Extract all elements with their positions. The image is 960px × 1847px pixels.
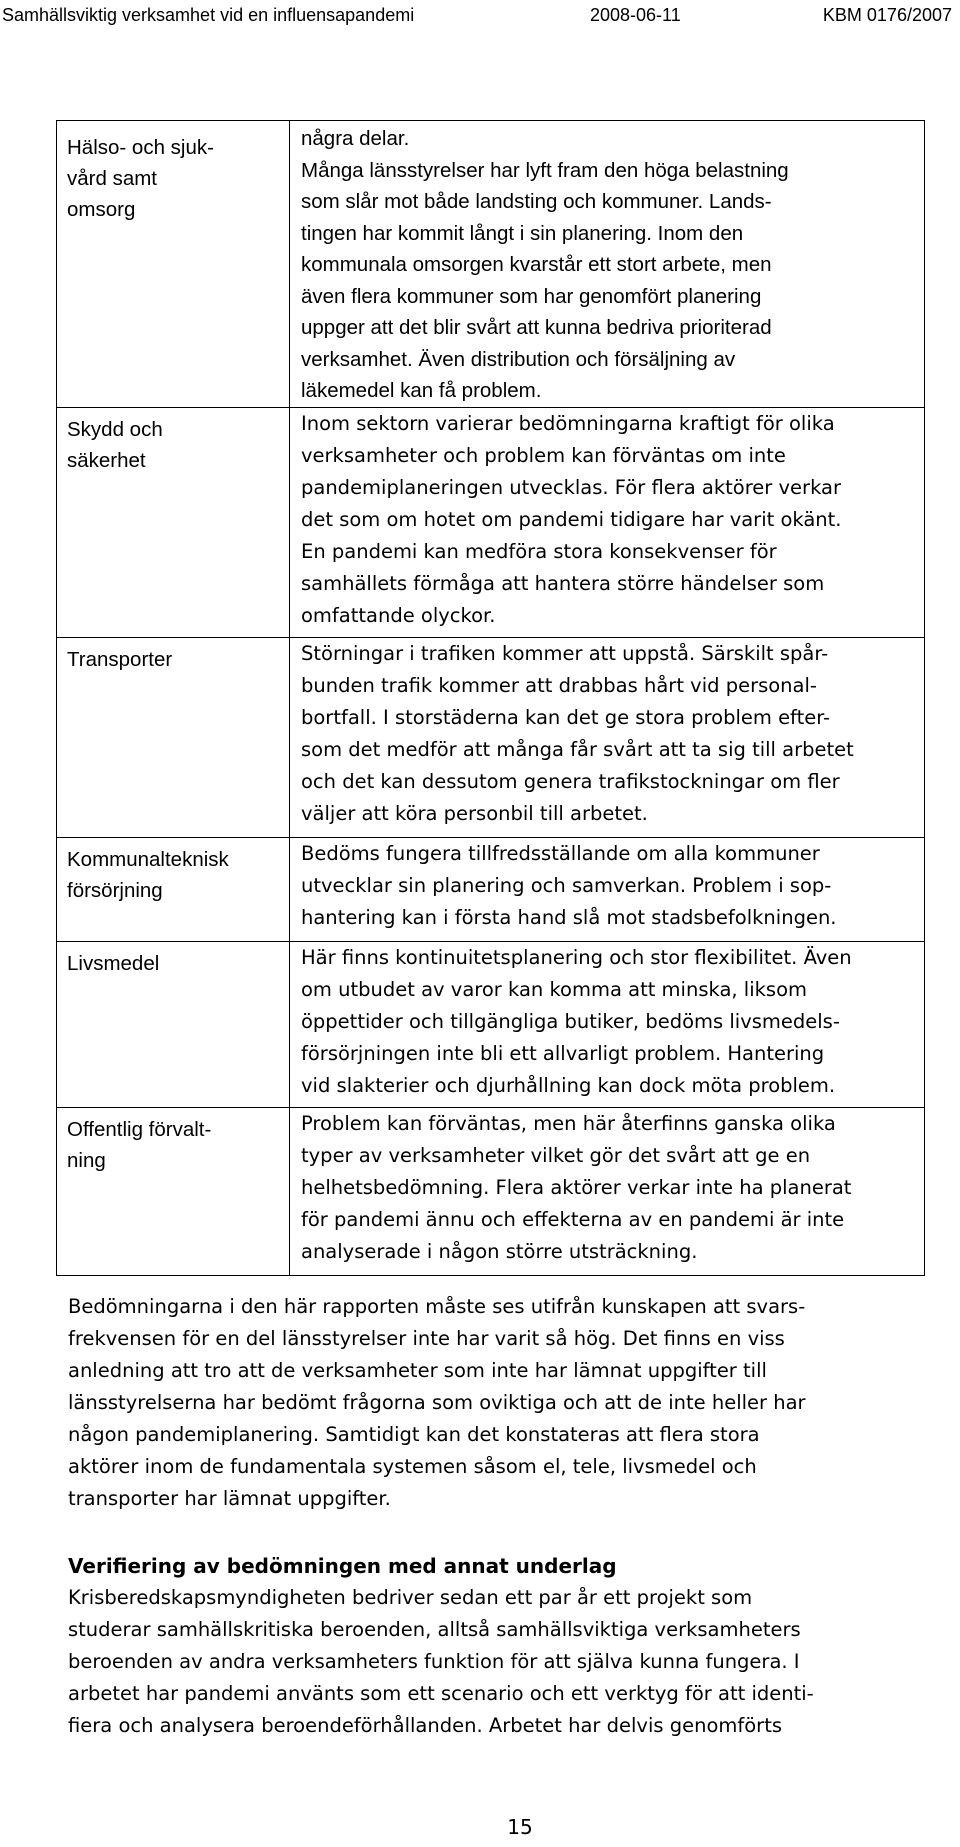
- sector-cell: [57, 941, 290, 1107]
- sector-name: Transporter: [67, 647, 173, 671]
- sector-description: några delar. Många länsstyrelser har lyft fram den höga belastning som slår mot både landsting och kommuner. Lands- tingen har kommit långt i sin planering. Inom den kommunala omsorgen kvarstår ett stort arbete, men även flera kommuner som har genomfört planering uppger att det blir svårt att kunna bedriva prioriterad verksamhet. Även distribution och försäljning av läkemedel kan få problem.: [301, 127, 789, 402]
- sector-cell: [57, 837, 290, 941]
- sector-cell: [57, 1107, 290, 1275]
- paragraph-assessment-caveat: Bedömningarna i den här rapporten måste ses utifrån kunskapen att svars- frekvensen för en del länsstyrelser inte har varit så hög. Det finns en viss anledning att tro att de verksamheter som inte har lämnat uppgifter till länsstyrelserna har bedömt frågorna som oviktiga och att de inte heller har någon pandemiplanering. Samtidigt kan det konstateras att flera stora aktörer inom de fundamentala systemen såsom el, tele, livsmedel och transporter har lämnat uppgifter.: [68, 1295, 806, 1510]
- page-header: [0, 0, 960, 30]
- table-row: [57, 407, 925, 637]
- table-row: [57, 637, 925, 837]
- description-cell: [290, 407, 925, 637]
- sector-name: Skydd och säkerhet: [67, 417, 163, 472]
- sector-assessment-table: [56, 120, 925, 1276]
- page-number: 15: [507, 1815, 533, 1839]
- table-row: [57, 121, 925, 408]
- sector-description: Inom sektorn varierar bedömningarna kraftigt för olika verksamheter och problem kan förväntas om inte pandemiplaneringen utvecklas. För flera aktörer verkar det som om hotet om pandemi tidigare har varit okänt. En pandemi kan medföra stora konsekvenser för samhällets förmåga att hantera större händelser som omfattande olyckor.: [301, 411, 842, 627]
- description-cell: [290, 941, 925, 1107]
- sector-name: Offentlig förvalt- ning: [67, 1117, 212, 1172]
- paragraph-verification: Krisberedskapsmyndigheten bedriver sedan ett par år ett projekt som studerar samhällskritiska beroenden, alltså samhällsviktiga verksamheters beroenden av andra verksamheters funktion för att själva kunna fungera. I arbetet har pandemi använts som ett scenario och ett verktyg för att identi- fiera och analysera beroendeförhållanden. Arbetet har delvis genomförts: [68, 1586, 814, 1737]
- header-title: Samhällsviktig verksamhet vid en influensapandemi: [2, 5, 415, 25]
- sector-description: Här finns kontinuitetsplanering och stor flexibilitet. Även om utbudet av varor kan komma att minska, liksom öppettider och tillgängliga butiker, bedöms livsmedels- försörjningen inte bli ett allvarligt problem. Hantering vid slakterier och djurhållning kan dock möta problem.: [301, 945, 852, 1097]
- sector-cell: [57, 407, 290, 637]
- header-date: 2008-06-11: [590, 5, 681, 25]
- table-row: [57, 837, 925, 941]
- table-row: [57, 941, 925, 1107]
- header-doc-id: KBM 0176/2007: [822, 5, 952, 25]
- sector-description: Problem kan förväntas, men här återfinns ganska olika typer av verksamheter vilket gör det svårt att ge en helhetsbedömning. Flera aktörer verkar inte ha planerat för pandemi ännu och effekterna av en pandemi är inte analyserade i någon större utsträckning.: [301, 1111, 852, 1263]
- sector-name: Livsmedel: [67, 951, 160, 975]
- sector-name: Kommunalteknisk försörjning: [67, 847, 229, 902]
- sector-name: Hälso- och sjuk- vård samt omsorg: [67, 136, 214, 221]
- table-row: [57, 1107, 925, 1275]
- description-cell: [290, 1107, 925, 1275]
- sector-cell: [57, 121, 290, 408]
- description-cell: [290, 121, 925, 408]
- sector-cell: [57, 637, 290, 837]
- description-cell: [290, 837, 925, 941]
- sector-description: Bedöms fungera tillfredsställande om alla kommuner utvecklar sin planering och samverkan. Problem i sop- hantering kan i första hand slå mot stadsbefolkningen.: [301, 841, 837, 929]
- section-heading: Verifiering av bedömningen med annat underlag: [68, 1554, 617, 1578]
- sector-description: Störningar i trafiken kommer att uppstå. Särskilt spår- bunden trafik kommer att drabbas hårt vid personal- bortfall. I storstäderna kan det ge stora problem efter- som det medför att många får svårt att ta sig till arbetet och det kan dessutom genera trafikstockningar om fler väljer att köra personbil till arbetet.: [301, 641, 854, 825]
- description-cell: [290, 637, 925, 837]
